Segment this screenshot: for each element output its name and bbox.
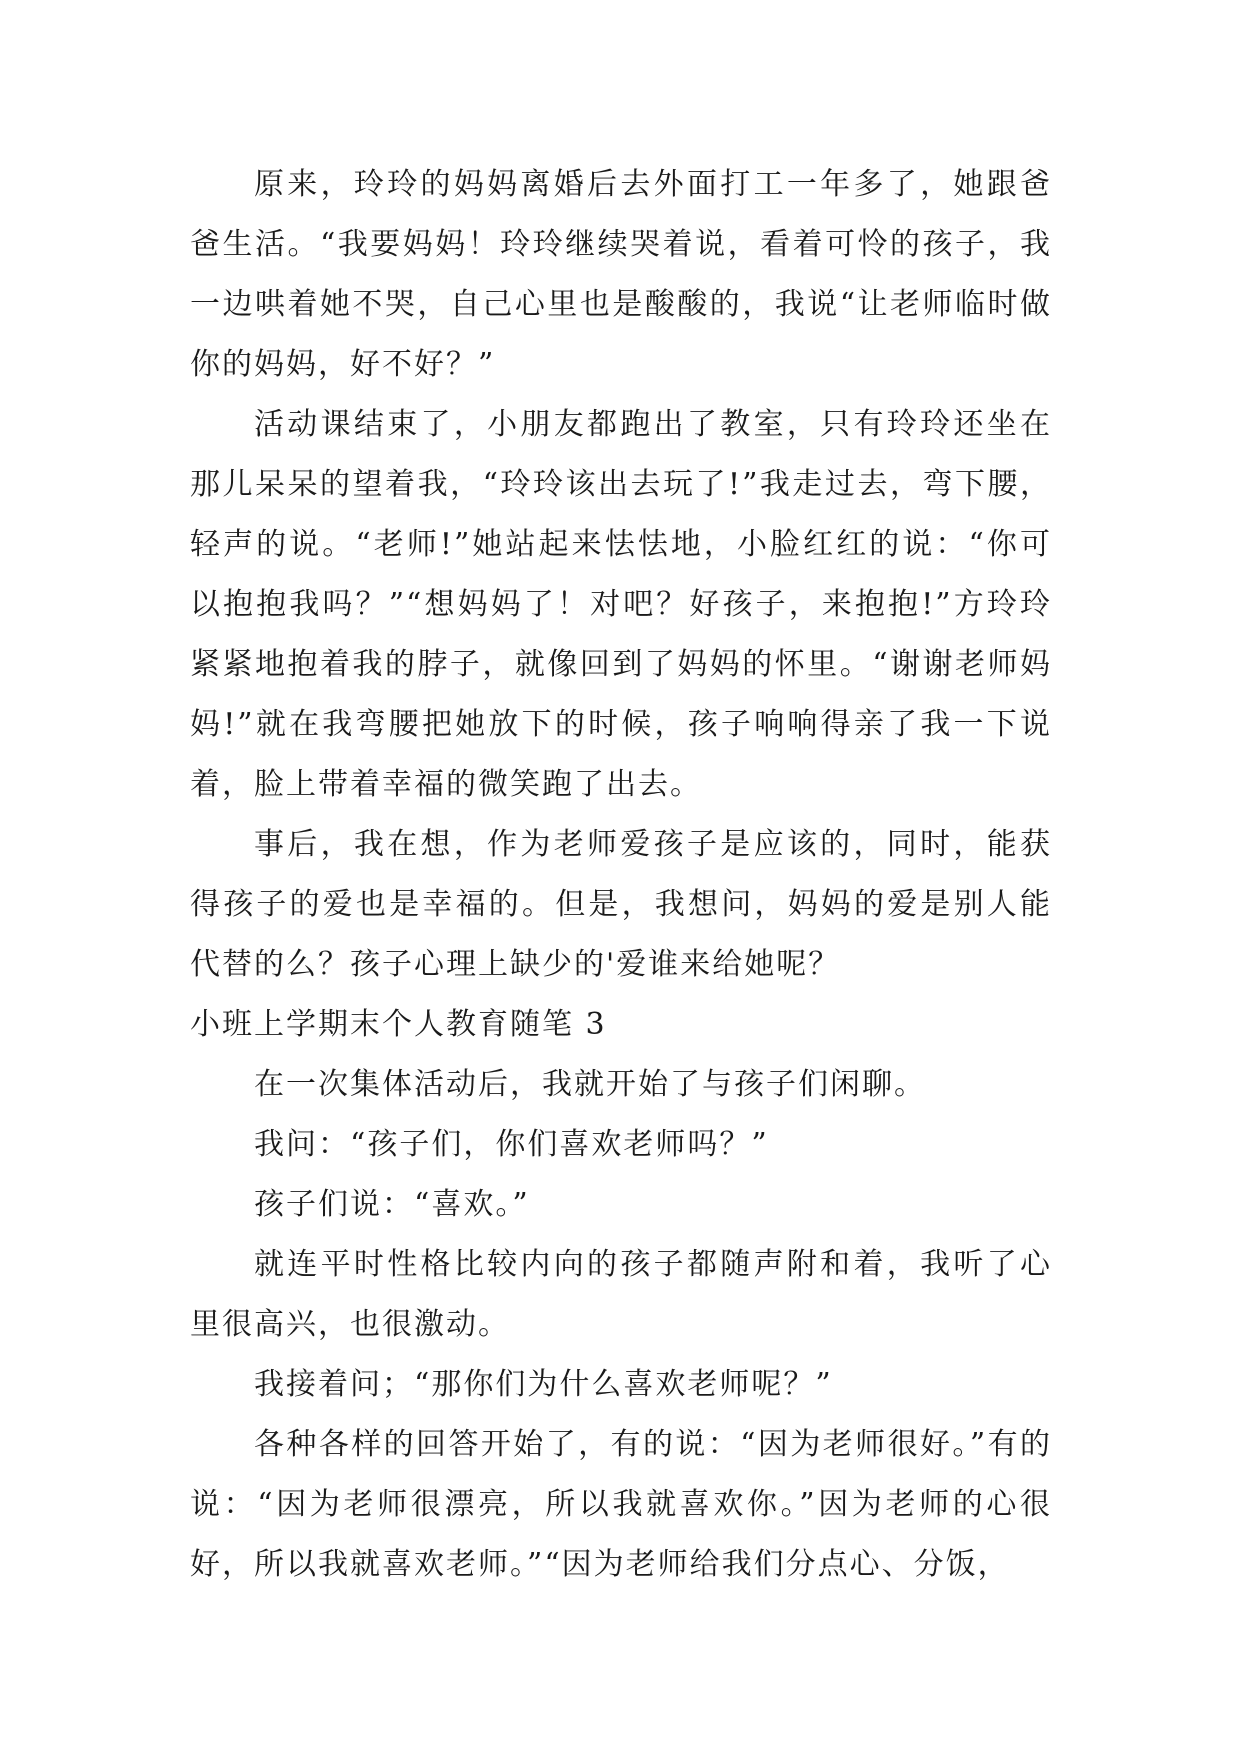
paragraph: 各种各样的回答开始了，有的说：“因为老师很好。”有的说：“因为老师很漂亮，所以我就喜欢你。”因为老师的心很好，所以我就喜欢老师。”“因为老师给我们分点心、分饭， [190,1427,1052,1582]
paragraph: 孩子们说：“喜欢。” [254,1187,530,1222]
paragraph: 我接着问；“那你们为什么喜欢老师呢？” [254,1367,833,1402]
paragraph: 原来，玲玲的妈妈离婚后去外面打工一年多了，她跟爸爸生活。“我要妈妈！玲玲继续哭着说，看着可怜的孩子，我一边哄着她不哭，自己心里也是酸酸的，我说“让老师临时做你的妈妈，好不好？” [190,167,1052,382]
paragraph: 我问：“孩子们，你们喜欢老师吗？” [254,1127,769,1162]
paragraph: 就连平时性格比较内向的孩子都随声附和着，我听了心里很高兴，也很激动。 [190,1247,1052,1342]
document-body [190,155,1052,1595]
paragraph: 活动课结束了，小朋友都跑出了教室，只有玲玲还坐在那儿呆呆的望着我，“玲玲该出去玩了!”我走过去，弯下腰，轻声的说。“老师!”她站起来怯怯地，小脸红红的说：“你可以抱抱我吗？”“想妈妈了！对吧？好孩子，来抱抱!”方玲玲紧紧地抱着我的脖子，就像回到了妈妈的怀里。“谢谢老师妈妈!”就在我弯腰把她放下的时候，孩子响响得亲了我一下说着，脸上带着幸福的微笑跑了出去。 [190,407,1052,802]
paragraph: 事后，我在想，作为老师爱孩子是应该的，同时，能获得孩子的爱也是幸福的。但是，我想问，妈妈的爱是别人能代替的么？孩子心理上缺少的'爱谁来给她呢？ [190,827,1052,982]
section-title: 小班上学期末个人教育随笔 3 [190,1007,607,1042]
paragraph: 在一次集体活动后，我就开始了与孩子们闲聊。 [254,1067,926,1102]
